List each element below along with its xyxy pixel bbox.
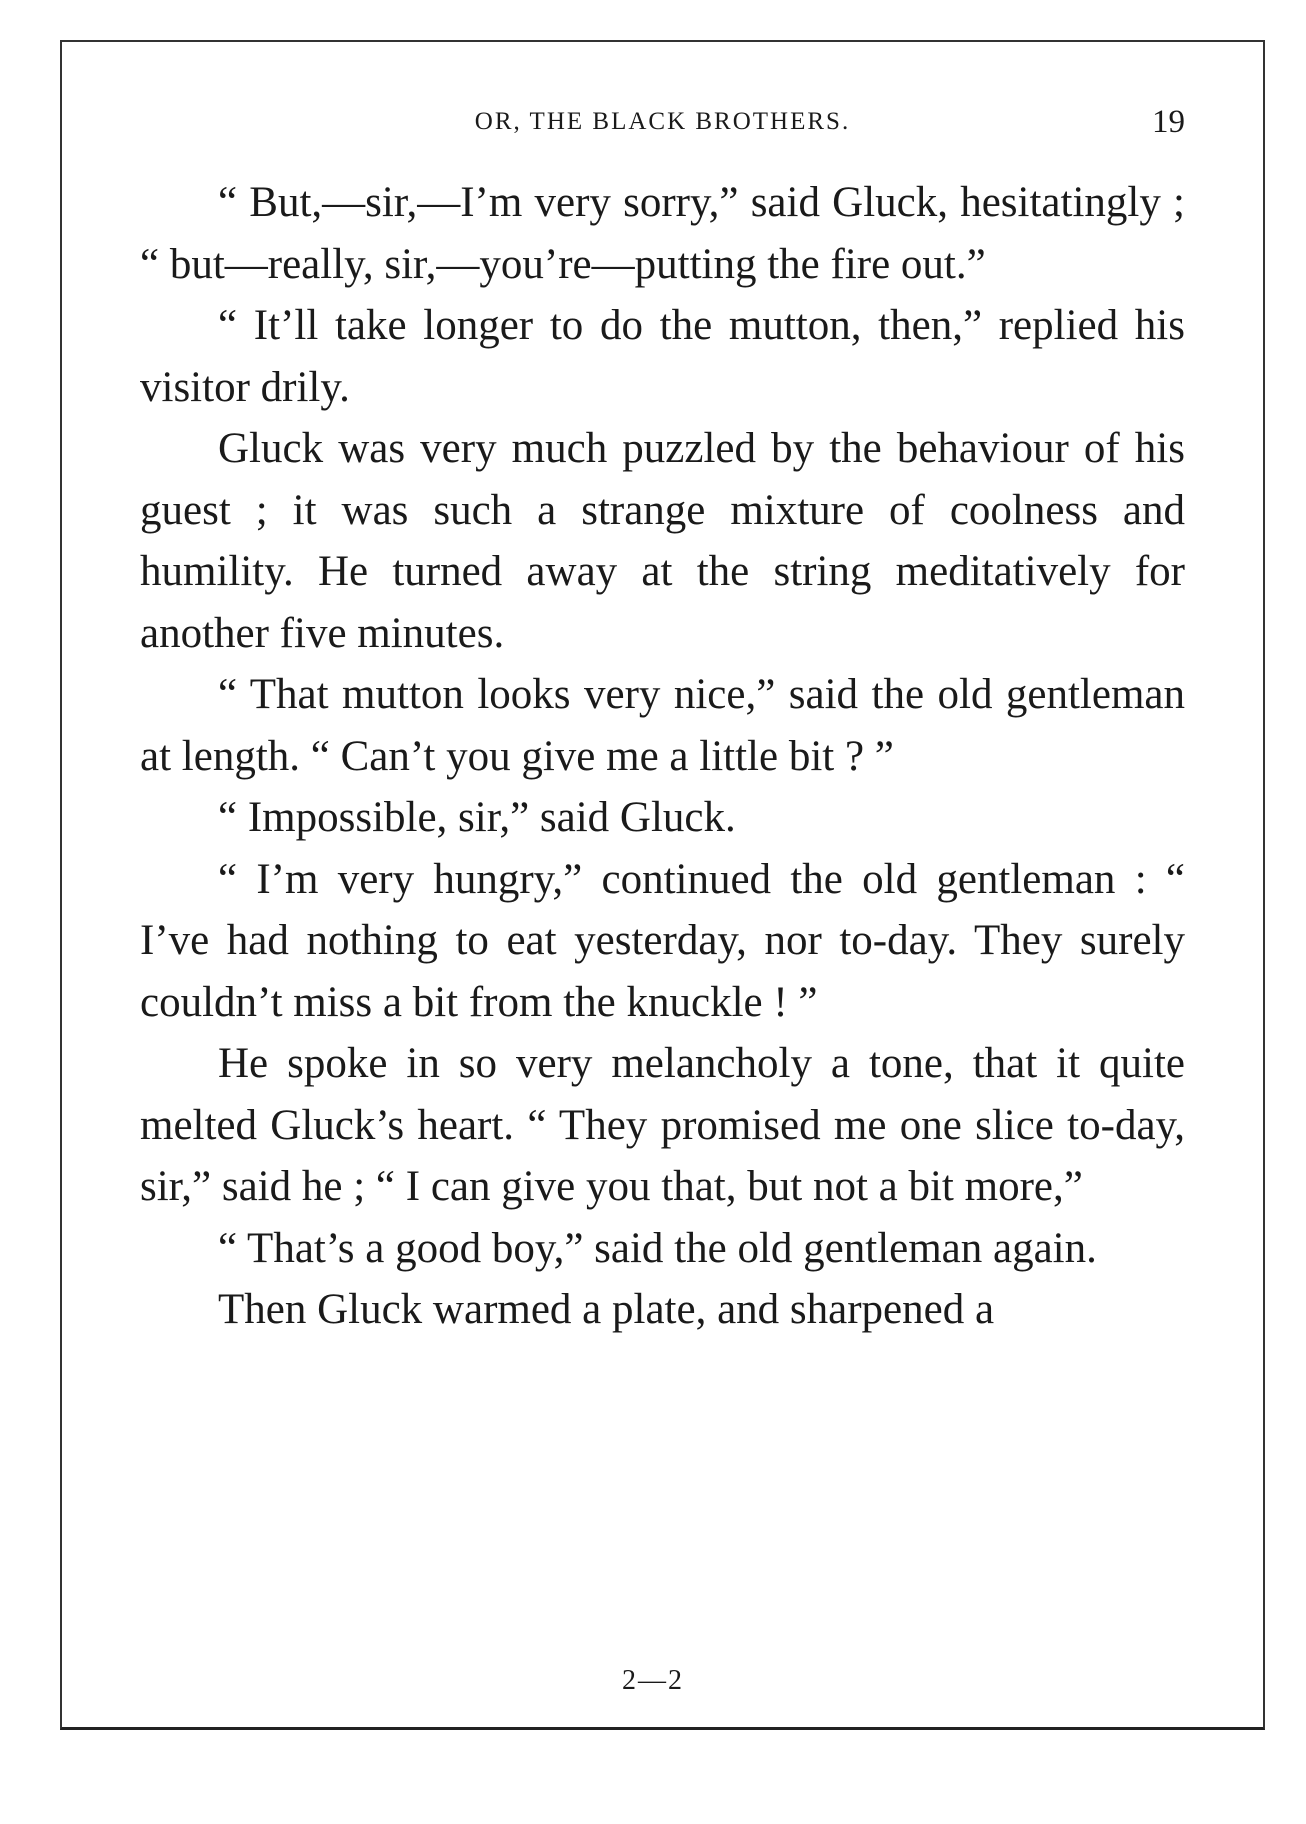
paragraph: “ It’ll take longer to do the mutton, then,” replied his visitor drily. <box>140 302 1185 411</box>
signature-mark: 2—2 <box>622 1665 684 1696</box>
paragraph: “ That’s a good boy,” said the old gentleman again. <box>218 1224 1097 1272</box>
paragraph: “ I’m very hungry,” continued the old gentleman : “ I’ve had nothing to eat yesterday, nor to-day. They surely couldn’t miss a bit from the knuckle ! ” <box>140 855 1185 1026</box>
text-body <box>140 172 1185 1341</box>
paragraph: “ Impossible, sir,” said Gluck. <box>218 794 736 841</box>
paragraph: “ That mutton looks very nice,” said the old gentleman at length. “ Can’t you give me a little bit ? ” <box>140 671 1185 780</box>
running-head <box>140 104 1185 144</box>
page-number: 19 <box>1152 104 1185 140</box>
paragraph: “ But,—sir,—I’m very sorry,” said Gluck, hesitatingly ; “ but—really, sir,—you’re—putting the fire out.” <box>140 179 1185 288</box>
running-title: OR, THE BLACK BROTHERS. <box>474 108 851 135</box>
paragraph: He spoke in so very melancholy a tone, that it quite melted Gluck’s heart. “ They promised me one slice to-day, sir,” said he ; “ I can give you that, but not a bit more,” <box>140 1040 1185 1210</box>
paragraph: Gluck was very much puzzled by the behaviour of his guest ; it was such a strange mixture of coolness and humility. He turned away at the string meditatively for another five minutes. <box>140 425 1185 657</box>
paragraph: Then Gluck warmed a plate, and sharpened a <box>218 1286 995 1333</box>
